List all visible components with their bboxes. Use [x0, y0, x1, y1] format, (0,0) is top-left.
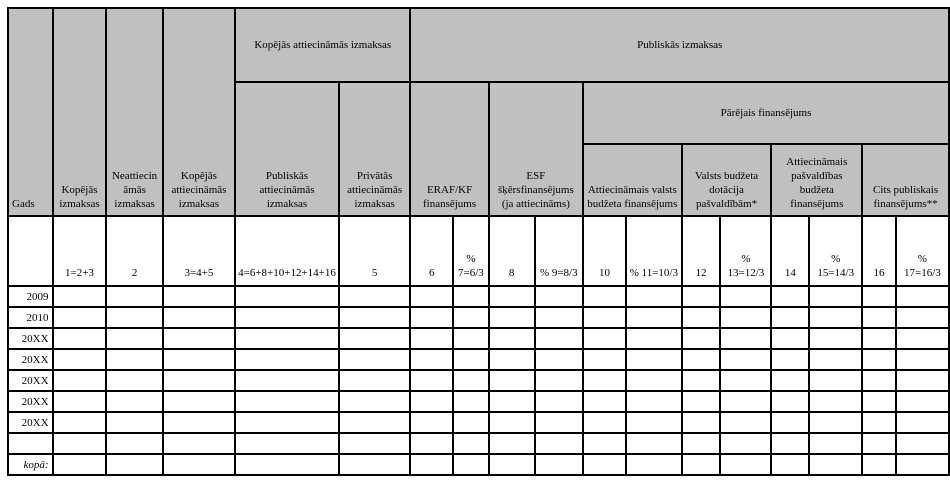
year-cell [8, 433, 53, 454]
value-cell[interactable] [106, 433, 162, 454]
value-cell[interactable] [809, 328, 862, 349]
value-cell[interactable] [626, 349, 682, 370]
value-cell[interactable] [339, 391, 411, 412]
value-cell[interactable] [453, 307, 489, 328]
value-cell[interactable] [682, 328, 721, 349]
value-cell[interactable] [106, 412, 162, 433]
value-cell[interactable] [235, 286, 339, 307]
total-cell[interactable] [106, 454, 162, 475]
value-cell[interactable] [53, 412, 107, 433]
header-privatas-attiecinamas: Privātās attiecināmās izmaksas [339, 82, 411, 216]
table-row [8, 433, 949, 454]
value-cell[interactable] [163, 412, 235, 433]
value-cell[interactable] [809, 391, 862, 412]
value-cell[interactable] [626, 370, 682, 391]
header-cits: Cits publiskais finansējums** [862, 144, 949, 216]
value-cell[interactable] [535, 412, 583, 433]
total-cell[interactable] [53, 454, 107, 475]
value-cell[interactable] [535, 349, 583, 370]
formula-cell: 3=4+5 [163, 216, 235, 286]
formula-cell: % 15=14/3 [809, 216, 862, 286]
value-cell[interactable] [410, 349, 453, 370]
value-cell[interactable] [771, 307, 809, 328]
value-cell[interactable] [410, 286, 453, 307]
group-publiskas-izmaksas: Publiskās izmaksas [410, 8, 949, 82]
value-cell[interactable] [626, 328, 682, 349]
value-cell[interactable] [489, 433, 535, 454]
value-cell[interactable] [862, 412, 896, 433]
total-cell[interactable] [410, 454, 453, 475]
value-cell[interactable] [809, 349, 862, 370]
value-cell[interactable] [106, 370, 162, 391]
value-cell[interactable] [535, 286, 583, 307]
table-row [8, 307, 949, 328]
financing-table [7, 7, 950, 476]
formula-cell: 2 [106, 216, 162, 286]
value-cell[interactable] [453, 286, 489, 307]
value-cell[interactable] [163, 391, 235, 412]
total-cell[interactable] [682, 454, 721, 475]
value-cell[interactable] [896, 307, 949, 328]
value-cell[interactable] [339, 286, 411, 307]
value-cell[interactable] [163, 433, 235, 454]
value-cell[interactable] [720, 370, 771, 391]
value-cell[interactable] [235, 412, 339, 433]
value-cell[interactable] [535, 370, 583, 391]
value-cell[interactable] [453, 349, 489, 370]
value-cell[interactable] [771, 349, 809, 370]
total-cell[interactable] [535, 454, 583, 475]
value-cell[interactable] [410, 328, 453, 349]
value-cell[interactable] [862, 370, 896, 391]
value-cell[interactable] [235, 391, 339, 412]
value-cell[interactable] [489, 307, 535, 328]
table-row [8, 328, 949, 349]
year-cell: 20XX [8, 328, 53, 349]
year-cell: 20XX [8, 370, 53, 391]
value-cell[interactable] [339, 412, 411, 433]
value-cell[interactable] [410, 433, 453, 454]
formula-cell: 16 [862, 216, 896, 286]
header-kopejas-attiecinamas: Kopējās attiecināmās izmaksas [163, 8, 235, 216]
formula-cell: 8 [489, 216, 535, 286]
value-cell[interactable] [682, 307, 721, 328]
value-cell[interactable] [809, 307, 862, 328]
value-cell[interactable] [771, 328, 809, 349]
value-cell[interactable] [410, 412, 453, 433]
value-cell[interactable] [862, 307, 896, 328]
formula-cell: % 17=16/3 [896, 216, 949, 286]
value-cell[interactable] [896, 412, 949, 433]
value-cell[interactable] [53, 307, 107, 328]
value-cell[interactable] [896, 391, 949, 412]
header-valsts-budzeta: Attiecināmais valsts budžeta finansējums [583, 144, 682, 216]
table-row [8, 286, 949, 307]
value-cell[interactable] [809, 370, 862, 391]
formula-cell: 14 [771, 216, 809, 286]
value-cell[interactable] [720, 328, 771, 349]
value-cell[interactable] [771, 391, 809, 412]
value-cell[interactable] [720, 307, 771, 328]
value-cell[interactable] [535, 307, 583, 328]
value-cell[interactable] [53, 349, 107, 370]
value-cell[interactable] [235, 307, 339, 328]
value-cell[interactable] [535, 328, 583, 349]
value-cell[interactable] [453, 391, 489, 412]
header-esf: ESF šķērsfinansējums (ja attiecināms) [489, 82, 583, 216]
value-cell[interactable] [682, 286, 721, 307]
value-cell[interactable] [583, 433, 626, 454]
value-cell[interactable] [809, 433, 862, 454]
value-cell[interactable] [106, 286, 162, 307]
value-cell[interactable] [53, 391, 107, 412]
value-cell[interactable] [583, 370, 626, 391]
value-cell[interactable] [771, 286, 809, 307]
value-cell[interactable] [53, 433, 107, 454]
formula-cell: 4=6+8+10+12+14+16 [235, 216, 339, 286]
value-cell[interactable] [453, 328, 489, 349]
header-valsts-dotacija: Valsts budžeta dotācija pašvaldībām* [682, 144, 772, 216]
value-cell[interactable] [163, 370, 235, 391]
value-cell[interactable] [106, 328, 162, 349]
value-cell[interactable] [720, 286, 771, 307]
value-cell[interactable] [720, 433, 771, 454]
value-cell[interactable] [535, 391, 583, 412]
value-cell[interactable] [453, 412, 489, 433]
value-cell[interactable] [489, 412, 535, 433]
value-cell[interactable] [489, 349, 535, 370]
value-cell[interactable] [720, 349, 771, 370]
formula-cell [8, 216, 53, 286]
value-cell[interactable] [896, 433, 949, 454]
value-cell[interactable] [53, 328, 107, 349]
data-rows [8, 286, 949, 454]
value-cell[interactable] [535, 433, 583, 454]
total-cell[interactable] [583, 454, 626, 475]
value-cell[interactable] [163, 307, 235, 328]
value-cell[interactable] [682, 370, 721, 391]
value-cell[interactable] [862, 391, 896, 412]
value-cell[interactable] [682, 391, 721, 412]
total-cell[interactable] [771, 454, 809, 475]
value-cell[interactable] [862, 286, 896, 307]
formula-cell: % 9=8/3 [535, 216, 583, 286]
year-cell: 20XX [8, 412, 53, 433]
value-cell[interactable] [583, 412, 626, 433]
total-cell[interactable] [626, 454, 682, 475]
year-cell: 20XX [8, 391, 53, 412]
value-cell[interactable] [235, 328, 339, 349]
value-cell[interactable] [720, 391, 771, 412]
year-cell: 2010 [8, 307, 53, 328]
value-cell[interactable] [235, 370, 339, 391]
formula-cell: 6 [410, 216, 453, 286]
formula-cell: 1=2+3 [53, 216, 107, 286]
value-cell[interactable] [583, 307, 626, 328]
value-cell[interactable] [410, 307, 453, 328]
total-row [8, 454, 949, 475]
value-cell[interactable] [896, 328, 949, 349]
formula-cell: 10 [583, 216, 626, 286]
value-cell[interactable] [626, 307, 682, 328]
formula-cell: % 13=12/3 [720, 216, 771, 286]
value-cell[interactable] [896, 349, 949, 370]
total-cell[interactable] [453, 454, 489, 475]
total-cell[interactable] [896, 454, 949, 475]
value-cell[interactable] [862, 349, 896, 370]
value-cell[interactable] [682, 349, 721, 370]
value-cell[interactable] [626, 391, 682, 412]
formula-cell: % 11=10/3 [626, 216, 682, 286]
value-cell[interactable] [339, 370, 411, 391]
value-cell[interactable] [339, 349, 411, 370]
total-cell[interactable] [862, 454, 896, 475]
value-cell[interactable] [489, 370, 535, 391]
value-cell[interactable] [453, 370, 489, 391]
total-cell[interactable] [809, 454, 862, 475]
header-kopejas-izmaksas: Kopējās izmaksas [53, 8, 107, 216]
value-cell[interactable] [339, 433, 411, 454]
value-cell[interactable] [626, 286, 682, 307]
total-cell[interactable] [489, 454, 535, 475]
value-cell[interactable] [896, 286, 949, 307]
value-cell[interactable] [489, 391, 535, 412]
year-cell: 2009 [8, 286, 53, 307]
total-cell[interactable] [720, 454, 771, 475]
value-cell[interactable] [583, 328, 626, 349]
formula-cell: 5 [339, 216, 411, 286]
value-cell[interactable] [53, 286, 107, 307]
value-cell[interactable] [106, 307, 162, 328]
value-cell[interactable] [339, 328, 411, 349]
table-row [8, 349, 949, 370]
value-cell[interactable] [489, 328, 535, 349]
total-cell[interactable] [235, 454, 339, 475]
year-cell: 20XX [8, 349, 53, 370]
value-cell[interactable] [235, 349, 339, 370]
value-cell[interactable] [163, 286, 235, 307]
value-cell[interactable] [682, 433, 721, 454]
value-cell[interactable] [771, 412, 809, 433]
total-label: kopā: [8, 454, 53, 475]
value-cell[interactable] [453, 433, 489, 454]
header-publiskas-attiecinamas: Publiskās attiecināmās izmaksas [235, 82, 339, 216]
value-cell[interactable] [771, 370, 809, 391]
value-cell[interactable] [163, 328, 235, 349]
group-parejais-finansejums: Pārējais finansējums [583, 82, 949, 144]
value-cell[interactable] [583, 286, 626, 307]
value-cell[interactable] [163, 349, 235, 370]
value-cell[interactable] [339, 307, 411, 328]
value-cell[interactable] [809, 286, 862, 307]
header-gads: Gads [8, 8, 53, 216]
table-row [8, 412, 949, 433]
value-cell[interactable] [682, 412, 721, 433]
value-cell[interactable] [583, 349, 626, 370]
formula-cell: 12 [682, 216, 721, 286]
value-cell[interactable] [862, 328, 896, 349]
value-cell[interactable] [106, 391, 162, 412]
value-cell[interactable] [583, 391, 626, 412]
total-cell[interactable] [339, 454, 411, 475]
value-cell[interactable] [106, 349, 162, 370]
value-cell[interactable] [410, 370, 453, 391]
table-row [8, 391, 949, 412]
table-row [8, 370, 949, 391]
value-cell[interactable] [862, 433, 896, 454]
value-cell[interactable] [626, 412, 682, 433]
header-eraf-kf: ERAF/KF finansējums [410, 82, 488, 216]
value-cell[interactable] [771, 433, 809, 454]
formula-cell: % 7=6/3 [453, 216, 489, 286]
value-cell[interactable] [626, 433, 682, 454]
group-kopejas-attiecinamas: Kopējās attiecināmās izmaksas [235, 8, 410, 82]
total-cell[interactable] [163, 454, 235, 475]
header-pasvaldibas: Attiecināmais pašvaldības budžeta finansējums [771, 144, 862, 216]
value-cell[interactable] [489, 286, 535, 307]
value-cell[interactable] [720, 412, 771, 433]
value-cell[interactable] [896, 370, 949, 391]
value-cell[interactable] [53, 370, 107, 391]
value-cell[interactable] [809, 412, 862, 433]
value-cell[interactable] [235, 433, 339, 454]
header-neattiecinamas: Neattiecin āmās izmaksas [106, 8, 162, 216]
value-cell[interactable] [410, 391, 453, 412]
formula-row [8, 216, 949, 286]
